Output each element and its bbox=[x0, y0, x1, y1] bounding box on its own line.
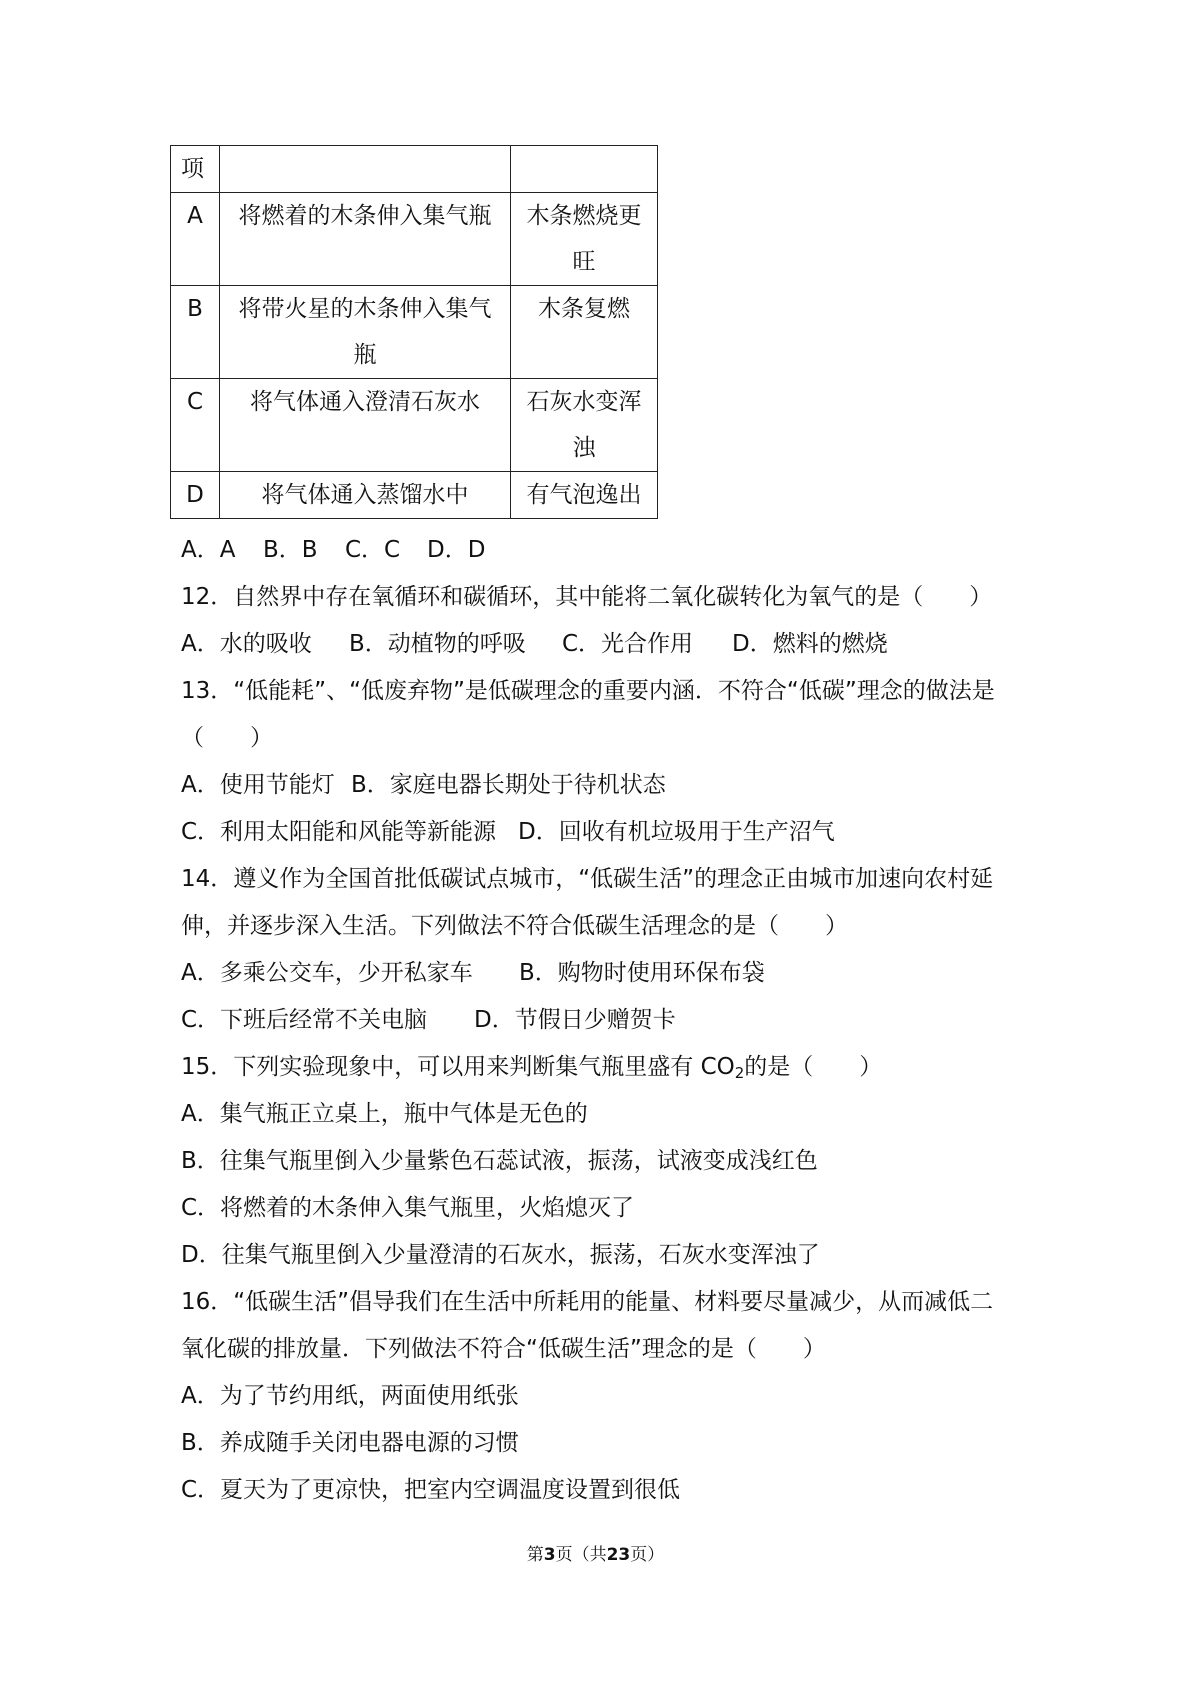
q14-option-d: D．节假日少赠贺卡 bbox=[474, 1007, 676, 1033]
table-header-cell bbox=[511, 146, 658, 193]
q13-stem-line1: 13．“低能耗”、“低废弃物”是低碳理念的重要内涵．不符合“低碳”理念的做法是 bbox=[181, 678, 995, 704]
q13-option-c: C．利用太阳能和风能等新能源 bbox=[181, 819, 497, 845]
phenomenon-cell: 木条复燃 bbox=[511, 286, 658, 379]
table-row bbox=[171, 472, 658, 519]
q13-option-d: D．回收有机垃圾用于生产沼气 bbox=[518, 819, 835, 845]
q15-option-b: B．往集气瓶里倒入少量紫色石蕊试液，振荡，试液变成浅红色 bbox=[181, 1148, 818, 1174]
q14-stem-line2: 伸，并逐步深入生活。下列做法不符合低碳生活理念的是（ ） bbox=[181, 913, 848, 939]
table-row bbox=[171, 286, 658, 379]
q13-stem-line2: （ ） bbox=[181, 725, 273, 751]
q12-options bbox=[181, 621, 888, 667]
phenomenon-cell: 木条燃烧更旺 bbox=[511, 193, 658, 286]
q14-option-c: C．下班后经常不关电脑 bbox=[181, 1007, 428, 1033]
q15-stem-text: 15．下列实验现象中，可以用来判断集气瓶里盛有 CO bbox=[181, 1054, 735, 1080]
q14-stem-line1: 14．遵义作为全国首批低碳试点城市，“低碳生活”的理念正由城市加速向农村延 bbox=[181, 866, 994, 892]
table-row bbox=[171, 193, 658, 286]
q11-options bbox=[181, 527, 485, 573]
q11-option-c: C．C bbox=[345, 537, 401, 563]
q15-option-c: C．将燃着的木条伸入集气瓶里，火焰熄灭了 bbox=[181, 1195, 635, 1221]
operation-cell: 将气体通入蒸馏水中 bbox=[220, 472, 511, 519]
q15-stem bbox=[181, 1044, 882, 1096]
q16-stem-line1: 16．“低碳生活”倡导我们在生活中所耗用的能量、材料要尽量减少，从而减低二 bbox=[181, 1289, 994, 1315]
operation-cell: 将燃着的木条伸入集气瓶 bbox=[220, 193, 511, 286]
q15-option-d: D．往集气瓶里倒入少量澄清的石灰水，振荡，石灰水变浑浊了 bbox=[181, 1242, 820, 1268]
q12-option-c: C．光合作用 bbox=[562, 631, 694, 657]
q12-option-b: B．动植物的呼吸 bbox=[349, 631, 526, 657]
footer-total-pages: 23 bbox=[606, 1545, 631, 1565]
footer-suffix: 页） bbox=[630, 1545, 665, 1565]
phenomenon-cell: 石灰水变浑浊 bbox=[511, 379, 658, 472]
q11-option-a: A．A bbox=[181, 537, 236, 563]
footer-page-number: 3 bbox=[543, 1545, 556, 1565]
table-row bbox=[171, 379, 658, 472]
table-header-cell bbox=[220, 146, 511, 193]
q13-options-row1 bbox=[181, 762, 666, 808]
q14-option-b: B．购物时使用环保布袋 bbox=[519, 960, 765, 986]
q14-options-row1 bbox=[181, 950, 765, 996]
q16-option-a: A．为了节约用纸，两面使用纸张 bbox=[181, 1383, 519, 1409]
table-header-cell: 项 bbox=[171, 146, 220, 193]
q16-stem-line2: 氧化碳的排放量．下列做法不符合“低碳生活”理念的是（ ） bbox=[181, 1336, 826, 1362]
q14-option-a: A．多乘公交车，少开私家车 bbox=[181, 960, 473, 986]
q11-option-b: B．B bbox=[263, 537, 318, 563]
q15-option-a: A．集气瓶正立桌上，瓶中气体是无色的 bbox=[181, 1101, 588, 1127]
q13-options-row2 bbox=[181, 809, 835, 855]
q12-stem: 12．自然界中存在氧循环和碳循环，其中能将二氧化碳转化为氧气的是（ ） bbox=[181, 584, 993, 610]
experiment-table bbox=[170, 145, 658, 519]
q13-option-b: B．家庭电器长期处于待机状态 bbox=[351, 772, 666, 798]
q15-stem-subscript: 2 bbox=[734, 1064, 745, 1082]
row-label: B bbox=[171, 286, 220, 379]
q11-option-d: D．D bbox=[427, 537, 486, 563]
row-label: D bbox=[171, 472, 220, 519]
q16-option-b: B．养成随手关闭电器电源的习惯 bbox=[181, 1430, 519, 1456]
phenomenon-cell: 有气泡逸出 bbox=[511, 472, 658, 519]
q12-option-a: A．水的吸收 bbox=[181, 631, 312, 657]
q12-option-d: D．燃料的燃烧 bbox=[732, 631, 888, 657]
q14-options-row2 bbox=[181, 997, 676, 1043]
footer-middle: 页（共 bbox=[555, 1545, 607, 1565]
operation-cell: 将带火星的木条伸入集气瓶 bbox=[220, 286, 511, 379]
row-label: A bbox=[171, 193, 220, 286]
q16-option-c: C．夏天为了更凉快，把室内空调温度设置到很低 bbox=[181, 1477, 681, 1503]
q15-stem-tail: 的是（ ） bbox=[744, 1054, 883, 1080]
footer-prefix: 第 bbox=[526, 1545, 544, 1565]
row-label: C bbox=[171, 379, 220, 472]
table-header-row bbox=[171, 146, 658, 193]
operation-cell: 将气体通入澄清石灰水 bbox=[220, 379, 511, 472]
q13-option-a: A．使用节能灯 bbox=[181, 772, 335, 798]
page-footer bbox=[0, 1540, 1191, 1565]
